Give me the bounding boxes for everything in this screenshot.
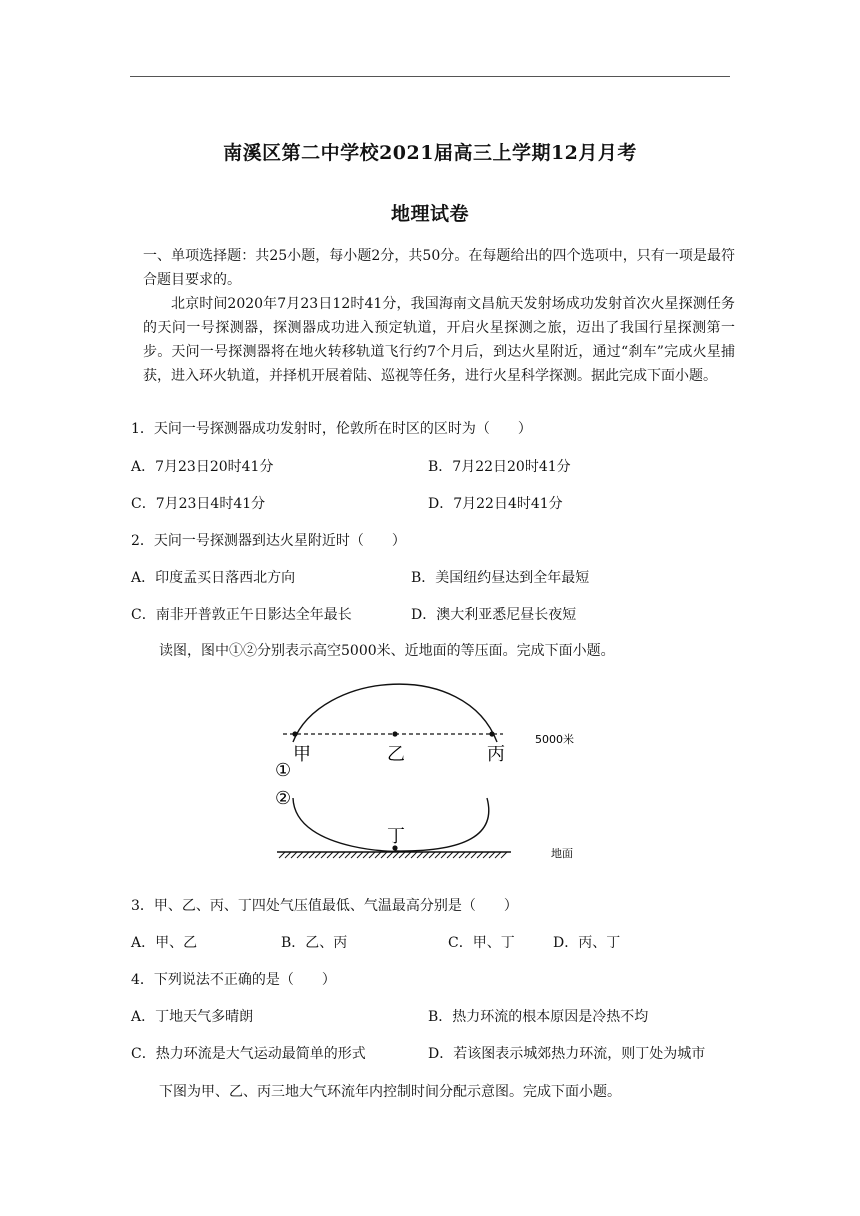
label-jia: 甲 bbox=[293, 744, 311, 765]
question-4-option-a: A．丁地天气多晴朗 bbox=[131, 1009, 254, 1025]
question-1-stem: 1．天问一号探测器成功发射时，伦敦所在时区的区时为（ ） bbox=[131, 421, 532, 437]
passage-mars: 北京时间2020年7月23日12时41分，我国海南文昌航天发射场成功发射首次火星探测任务的天问一号探测器，探测器成功进入预定轨道，开启火星探测之旅，迈出了我国行星探测第一步。天问一号探测器将在地火转移轨道飞行约7个月后，到达火星附近，通过“刹车”完成火星捕获，进入环火轨道，并择机开展着陆、巡视等任务，进行火星科学探测。据此完成下面小题。 bbox=[143, 296, 735, 384]
isobar-diagram bbox=[265, 680, 605, 865]
point-jia bbox=[292, 731, 297, 736]
question-3-option-d: D．丙、丁 bbox=[553, 935, 621, 951]
label-isobar-2: ② bbox=[275, 788, 292, 809]
label-ground: 地面 bbox=[551, 847, 573, 860]
question-3-stem: 3．甲、乙、丙、丁四处气压值最低、气温最高分别是（ ） bbox=[131, 898, 518, 914]
question-3-option-b: B．乙、丙 bbox=[281, 935, 348, 951]
question-3-option-c: C．甲、丁 bbox=[448, 935, 515, 951]
label-ding: 丁 bbox=[387, 826, 405, 847]
question-2-stem: 2．天问一号探测器到达火星附近时（ ） bbox=[131, 533, 406, 549]
question-3-option-a: A．甲、乙 bbox=[131, 935, 198, 951]
question-2-option-c: C．南非开普敦正午日影达全年最长 bbox=[131, 607, 352, 623]
label-isobar-1: ① bbox=[275, 760, 292, 781]
point-bing bbox=[489, 731, 494, 736]
passage-figure-intro: 读图，图中①②分别表示高空5000米、近地面的等压面。完成下面小题。 bbox=[159, 643, 615, 659]
question-4-option-d: D．若该图表示城郊热力环流，则丁处为城市 bbox=[428, 1046, 706, 1062]
question-1-option-d: D．7月22日4时41分 bbox=[428, 496, 563, 512]
question-2-option-a: A．印度孟买日落西北方向 bbox=[131, 570, 296, 586]
ground-hatching bbox=[279, 852, 507, 858]
question-1-option-c: C．7月23日4时41分 bbox=[131, 496, 266, 512]
question-2-option-b: B．美国纽约昼达到全年最短 bbox=[411, 570, 590, 586]
question-1-option-b: B．7月22日20时41分 bbox=[428, 459, 571, 475]
lower-isobar-arc-right bbox=[395, 798, 489, 851]
question-4-stem: 4．下列说法不正确的是（ ） bbox=[131, 972, 336, 988]
question-1-option-a: A．7月23日20时41分 bbox=[131, 459, 274, 475]
passage-next-figure: 下图为甲、乙、丙三地大气环流年内控制时间分配示意图。完成下面小题。 bbox=[159, 1084, 621, 1100]
label-bing: 丙 bbox=[487, 744, 505, 765]
lower-isobar-arc bbox=[293, 798, 397, 851]
exam-title: 南溪区第二中学校2021届高三上学期12月月考 bbox=[223, 142, 637, 164]
label-yi: 乙 bbox=[387, 744, 405, 765]
question-4-option-b: B．热力环流的根本原因是冷热不均 bbox=[428, 1009, 649, 1025]
section-intro: 一、单项选择题：共25小题，每小题2分，共50分。在每题给出的四个选项中，只有一项是最符合题目要求的。 bbox=[143, 248, 735, 288]
exam-subtitle: 地理试卷 bbox=[390, 203, 469, 225]
question-2-option-d: D．澳大利亚悉尼昼长夜短 bbox=[411, 607, 577, 623]
question-4-option-c: C．热力环流是大气运动最简单的形式 bbox=[131, 1046, 366, 1062]
header-rule bbox=[130, 76, 730, 77]
point-yi bbox=[392, 731, 397, 736]
label-5000m: 5000米 bbox=[535, 733, 574, 746]
